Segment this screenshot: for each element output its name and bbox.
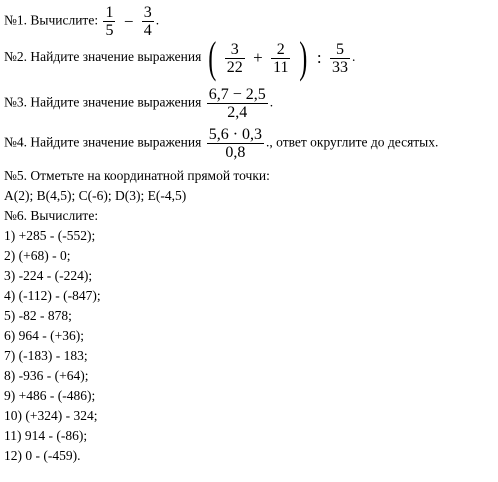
denominator: 11	[273, 58, 289, 76]
rounding-instruction: ., ответ округлите до десятых.	[266, 134, 439, 150]
problem-4-label: №4. Найдите значение выражения	[4, 134, 202, 150]
minus-sign: −	[123, 11, 134, 31]
problem-4	[4, 126, 438, 161]
list-item: 11) 914 - (-86);	[4, 428, 88, 443]
plus-sign: +	[253, 48, 263, 67]
list-item: 5) -82 - 878;	[4, 308, 72, 323]
problem-3-label: №3. Найдите значение выражения	[4, 94, 202, 110]
numerator: 3	[143, 4, 152, 21]
denominator: 33	[331, 58, 348, 76]
list-item: 3) -224 - (-224);	[4, 268, 93, 283]
list-item: 2) (+68) - 0;	[4, 248, 71, 263]
list-item: 1) +285 - (-552);	[4, 228, 96, 243]
numerator: 5,6 · 0,3	[208, 126, 263, 143]
numerator: 3	[225, 41, 245, 59]
list-item: 6) 964 - (+36);	[4, 328, 84, 343]
problem-1	[4, 4, 159, 39]
problem-6-label: №6. Вычислите:	[4, 208, 99, 223]
list-item: 9) +486 - (-486);	[4, 388, 96, 403]
fraction-3-4	[142, 4, 154, 39]
denominator: 22	[226, 58, 243, 76]
problem-5-points: A(2); B(4,5); C(-6); D(3); E(-4,5)	[4, 188, 187, 203]
numerator: 5	[330, 41, 350, 59]
list-item: 8) -936 - (+64);	[4, 368, 89, 383]
numerator: 6,7 − 2,5	[208, 86, 266, 103]
denominator: 4	[143, 22, 152, 39]
fraction-1-5	[103, 4, 115, 39]
problem-2-label: №2. Найдите значение выражения	[4, 49, 202, 65]
fraction-expression	[207, 126, 264, 161]
denominator: 0,8	[225, 144, 246, 161]
problem-3	[4, 86, 273, 121]
period: .	[269, 94, 274, 110]
list-item: 7) (-183) - 183;	[4, 348, 88, 363]
list-item: 12) 0 - (-459).	[4, 448, 81, 463]
division-sign: :	[316, 48, 322, 67]
fraction-2-11	[271, 41, 290, 76]
left-paren: (	[207, 33, 217, 82]
right-paren: )	[299, 33, 308, 82]
problem-5-label: №5. Отметьте на координатной прямой точки:	[4, 168, 270, 183]
list-item: 4) (-112) - (-847);	[4, 288, 101, 303]
fraction-5-33	[330, 41, 350, 76]
denominator: 5	[105, 22, 114, 39]
denominator: 2,4	[227, 104, 248, 121]
period: .	[351, 49, 356, 65]
numerator: 1	[105, 4, 114, 21]
problem-2	[4, 33, 356, 82]
fraction-3-22	[225, 41, 245, 76]
period: .	[155, 12, 160, 28]
fraction-expression	[207, 86, 268, 121]
list-item: 10) (+324) - 324;	[4, 408, 98, 423]
numerator: 2	[271, 41, 290, 59]
problem-1-label: №1. Вычислите:	[4, 12, 99, 28]
